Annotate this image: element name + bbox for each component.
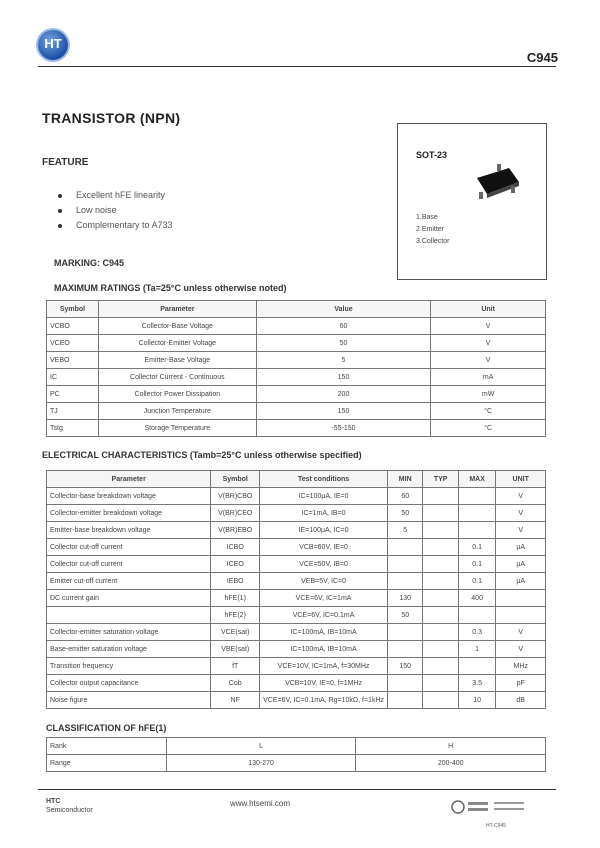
- table-cell: 200-400: [356, 755, 546, 772]
- table-cell: dB: [496, 692, 546, 709]
- table-cell: V: [496, 641, 546, 658]
- column-header: UNIT: [496, 471, 546, 488]
- table-cell: mA: [431, 369, 546, 386]
- table-cell: Storage Temperature: [98, 420, 256, 437]
- table-cell: [388, 692, 423, 709]
- table-cell: [458, 488, 495, 505]
- table-cell: VCE=6V, IC=1mA: [260, 590, 388, 607]
- pin-list: [416, 212, 449, 248]
- part-number: C945: [526, 50, 558, 65]
- table-cell: NF: [211, 692, 260, 709]
- table-cell: VCB=10V, IE=0, f=1MHz: [260, 675, 388, 692]
- table-cell: VBE(sat): [211, 641, 260, 658]
- table-cell: IEBO: [211, 573, 260, 590]
- table-cell: 5: [256, 352, 431, 369]
- column-header: MAX: [458, 471, 495, 488]
- table-cell: Base-emitter saturation voltage: [47, 641, 211, 658]
- table-cell: Collector-Emitter Voltage: [98, 335, 256, 352]
- table-cell: VEB=5V, IC=0: [260, 573, 388, 590]
- package-name: SOT-23: [416, 150, 448, 160]
- footer-company-sub: Semiconductor: [46, 807, 93, 814]
- electrical-row: [47, 522, 546, 539]
- table-cell: 200: [256, 386, 431, 403]
- table-cell: V: [431, 318, 546, 335]
- table-cell: [458, 658, 495, 675]
- table-cell: 10: [458, 692, 495, 709]
- table-cell: 130-270: [166, 755, 356, 772]
- table-cell: 1: [458, 641, 495, 658]
- table-cell: [423, 624, 458, 641]
- table-header-row: [47, 301, 546, 318]
- table-cell: [388, 641, 423, 658]
- table-cell: V(BR)CBO: [211, 488, 260, 505]
- table-cell: [423, 505, 458, 522]
- table-cell: IC=100mA, IB=10mA: [260, 641, 388, 658]
- classification-row: [47, 755, 546, 772]
- table-cell: Collector cut-off current: [47, 539, 211, 556]
- table-cell: VCE=10V, IC=1mA, f=30MHz: [260, 658, 388, 675]
- table-cell: °C: [431, 403, 546, 420]
- table-cell: fT: [211, 658, 260, 675]
- table-cell: V: [496, 522, 546, 539]
- max-rating-row: [47, 369, 546, 386]
- features-heading: FEATURE: [42, 157, 89, 168]
- table-cell: Transition frequency: [47, 658, 211, 675]
- column-header: Symbol: [47, 301, 99, 318]
- electrical-row: [47, 488, 546, 505]
- table-cell: Emitter-base breakdown voltage: [47, 522, 211, 539]
- logo-text: HT: [44, 36, 62, 51]
- table-cell: [496, 607, 546, 624]
- table-cell: [496, 590, 546, 607]
- max-rating-row: [47, 386, 546, 403]
- footer-website[interactable]: www.htsemi.com: [230, 799, 291, 808]
- table-cell: [388, 556, 423, 573]
- table-cell: Collector cut-off current: [47, 556, 211, 573]
- table-cell: L: [166, 738, 356, 755]
- max-ratings-table: [46, 300, 546, 437]
- table-cell: Rank: [47, 738, 167, 755]
- electrical-row: [47, 607, 546, 624]
- column-header: Unit: [431, 301, 546, 318]
- feature-item: Complementary to A733: [58, 220, 173, 230]
- table-cell: Collector-base breakdown voltage: [47, 488, 211, 505]
- table-cell: 0.1: [458, 573, 495, 590]
- column-header: Value: [256, 301, 431, 318]
- electrical-row: [47, 624, 546, 641]
- table-cell: [423, 675, 458, 692]
- electrical-heading: ELECTRICAL CHARACTERISTICS (Tamb=25°C unless otherwise specified): [42, 450, 362, 460]
- table-cell: hFE(2): [211, 607, 260, 624]
- table-cell: IC=100mA, IB=10mA: [260, 624, 388, 641]
- table-cell: [388, 573, 423, 590]
- table-cell: [47, 607, 211, 624]
- features-list: [58, 190, 173, 235]
- table-cell: V: [496, 624, 546, 641]
- table-cell: [423, 539, 458, 556]
- table-cell: [423, 641, 458, 658]
- table-cell: V(BR)EBO: [211, 522, 260, 539]
- table-cell: [388, 624, 423, 641]
- table-cell: Collector-emitter saturation voltage: [47, 624, 211, 641]
- table-cell: [388, 675, 423, 692]
- table-cell: [423, 692, 458, 709]
- footer-divider: [38, 789, 556, 790]
- feature-item: Excellent hFE linearity: [58, 190, 173, 200]
- header-divider: [38, 66, 556, 67]
- table-cell: TJ: [47, 403, 99, 420]
- table-cell: [423, 590, 458, 607]
- electrical-row: [47, 590, 546, 607]
- table-cell: 150: [256, 403, 431, 420]
- table-cell: μA: [496, 573, 546, 590]
- table-cell: 3.5: [458, 675, 495, 692]
- classification-heading: CLASSIFICATION OF hFE(1): [46, 723, 167, 733]
- table-cell: Noise figure: [47, 692, 211, 709]
- table-cell: VCEO: [47, 335, 99, 352]
- table-cell: MHz: [496, 658, 546, 675]
- footer-company: [46, 797, 93, 815]
- table-cell: 150: [256, 369, 431, 386]
- electrical-row: [47, 641, 546, 658]
- table-cell: IC=1mA, IB=0: [260, 505, 388, 522]
- max-rating-row: [47, 352, 546, 369]
- max-rating-row: [47, 335, 546, 352]
- table-cell: Tstg: [47, 420, 99, 437]
- table-cell: μA: [496, 539, 546, 556]
- column-header: TYP: [423, 471, 458, 488]
- electrical-row: [47, 505, 546, 522]
- table-cell: 50: [256, 335, 431, 352]
- max-rating-row: [47, 318, 546, 335]
- table-cell: IC=100μA, IE=0: [260, 488, 388, 505]
- electrical-row: [47, 675, 546, 692]
- electrical-row: [47, 539, 546, 556]
- electrical-row: [47, 556, 546, 573]
- table-cell: Collector output capacitance: [47, 675, 211, 692]
- pin-label: 2.Emitter: [416, 226, 445, 233]
- document-title: TRANSISTOR (NPN): [42, 110, 181, 126]
- table-cell: -55-150: [256, 420, 431, 437]
- table-cell: [423, 658, 458, 675]
- column-header: Test conditions: [260, 471, 388, 488]
- table-cell: V: [496, 505, 546, 522]
- table-cell: 0.1: [458, 539, 495, 556]
- table-cell: [458, 522, 495, 539]
- table-cell: Cob: [211, 675, 260, 692]
- table-cell: 50: [388, 607, 423, 624]
- table-cell: [423, 573, 458, 590]
- table-cell: 130: [388, 590, 423, 607]
- column-header: Parameter: [98, 301, 256, 318]
- table-cell: [423, 607, 458, 624]
- pin-label: 3.Collector: [416, 238, 450, 245]
- footer-company-name: HTC: [46, 798, 61, 805]
- table-cell: IE=100μA, IC=0: [260, 522, 388, 539]
- table-cell: VCE(sat): [211, 624, 260, 641]
- table-cell: [458, 505, 495, 522]
- max-rating-row: [47, 403, 546, 420]
- table-cell: Emitter-Base Voltage: [98, 352, 256, 369]
- column-header: Parameter: [47, 471, 211, 488]
- table-cell: 5: [388, 522, 423, 539]
- table-cell: [423, 522, 458, 539]
- marking-text: MARKING: C945: [54, 258, 125, 268]
- table-cell: VCE=50V, IB=0: [260, 556, 388, 573]
- table-cell: 400: [458, 590, 495, 607]
- table-cell: VCBO: [47, 318, 99, 335]
- table-cell: DC current gain: [47, 590, 211, 607]
- pin-label: 1.Base: [416, 214, 438, 221]
- table-cell: μA: [496, 556, 546, 573]
- table-cell: [388, 539, 423, 556]
- table-cell: IC: [47, 369, 99, 386]
- electrical-row: [47, 573, 546, 590]
- table-cell: PC: [47, 386, 99, 403]
- table-cell: VCE=6V, IC=0.1mA, Rg=10kΩ, f=1kHz: [260, 692, 388, 709]
- table-cell: 60: [256, 318, 431, 335]
- table-cell: Collector Power Dissipation: [98, 386, 256, 403]
- footer-code: HT-C945: [486, 823, 507, 829]
- table-cell: 60: [388, 488, 423, 505]
- table-cell: [423, 488, 458, 505]
- table-header-row: [47, 471, 546, 488]
- table-cell: Junction Temperature: [98, 403, 256, 420]
- table-cell: ICBO: [211, 539, 260, 556]
- table-cell: V: [431, 335, 546, 352]
- table-cell: VCE=6V, IC=0.1mA: [260, 607, 388, 624]
- electrical-row: [47, 658, 546, 675]
- column-header: Symbol: [211, 471, 260, 488]
- table-cell: [458, 607, 495, 624]
- table-cell: Range: [47, 755, 167, 772]
- classification-table: [46, 737, 546, 772]
- max-ratings-heading: MAXIMUM RATINGS (Ta=25°C unless otherwise noted): [54, 283, 287, 293]
- table-cell: Collector-emitter breakdown voltage: [47, 505, 211, 522]
- table-cell: 0.1: [458, 556, 495, 573]
- brand-mark-icon: [450, 796, 530, 818]
- feature-item: Low noise: [58, 205, 173, 215]
- table-cell: V: [431, 352, 546, 369]
- table-cell: H: [356, 738, 546, 755]
- table-cell: VCB=60V, IE=0: [260, 539, 388, 556]
- package-box: [397, 123, 547, 280]
- table-cell: Emitter cut-off current: [47, 573, 211, 590]
- table-cell: ICEO: [211, 556, 260, 573]
- table-cell: V(BR)CEO: [211, 505, 260, 522]
- footer-brand: [450, 796, 530, 829]
- table-cell: Collector-Base Voltage: [98, 318, 256, 335]
- table-cell: °C: [431, 420, 546, 437]
- electrical-row: [47, 692, 546, 709]
- table-cell: [423, 556, 458, 573]
- table-cell: V: [496, 488, 546, 505]
- max-rating-row: [47, 420, 546, 437]
- company-logo: [38, 30, 68, 60]
- table-cell: hFE(1): [211, 590, 260, 607]
- classification-row: [47, 738, 546, 755]
- table-cell: 0.3: [458, 624, 495, 641]
- table-cell: Collector Current - Continuous: [98, 369, 256, 386]
- table-cell: VEBO: [47, 352, 99, 369]
- table-cell: mW: [431, 386, 546, 403]
- column-header: MIN: [388, 471, 423, 488]
- sot23-package-icon: [473, 164, 523, 200]
- table-cell: 50: [388, 505, 423, 522]
- electrical-table: [46, 470, 546, 709]
- table-cell: pF: [496, 675, 546, 692]
- table-cell: 150: [388, 658, 423, 675]
